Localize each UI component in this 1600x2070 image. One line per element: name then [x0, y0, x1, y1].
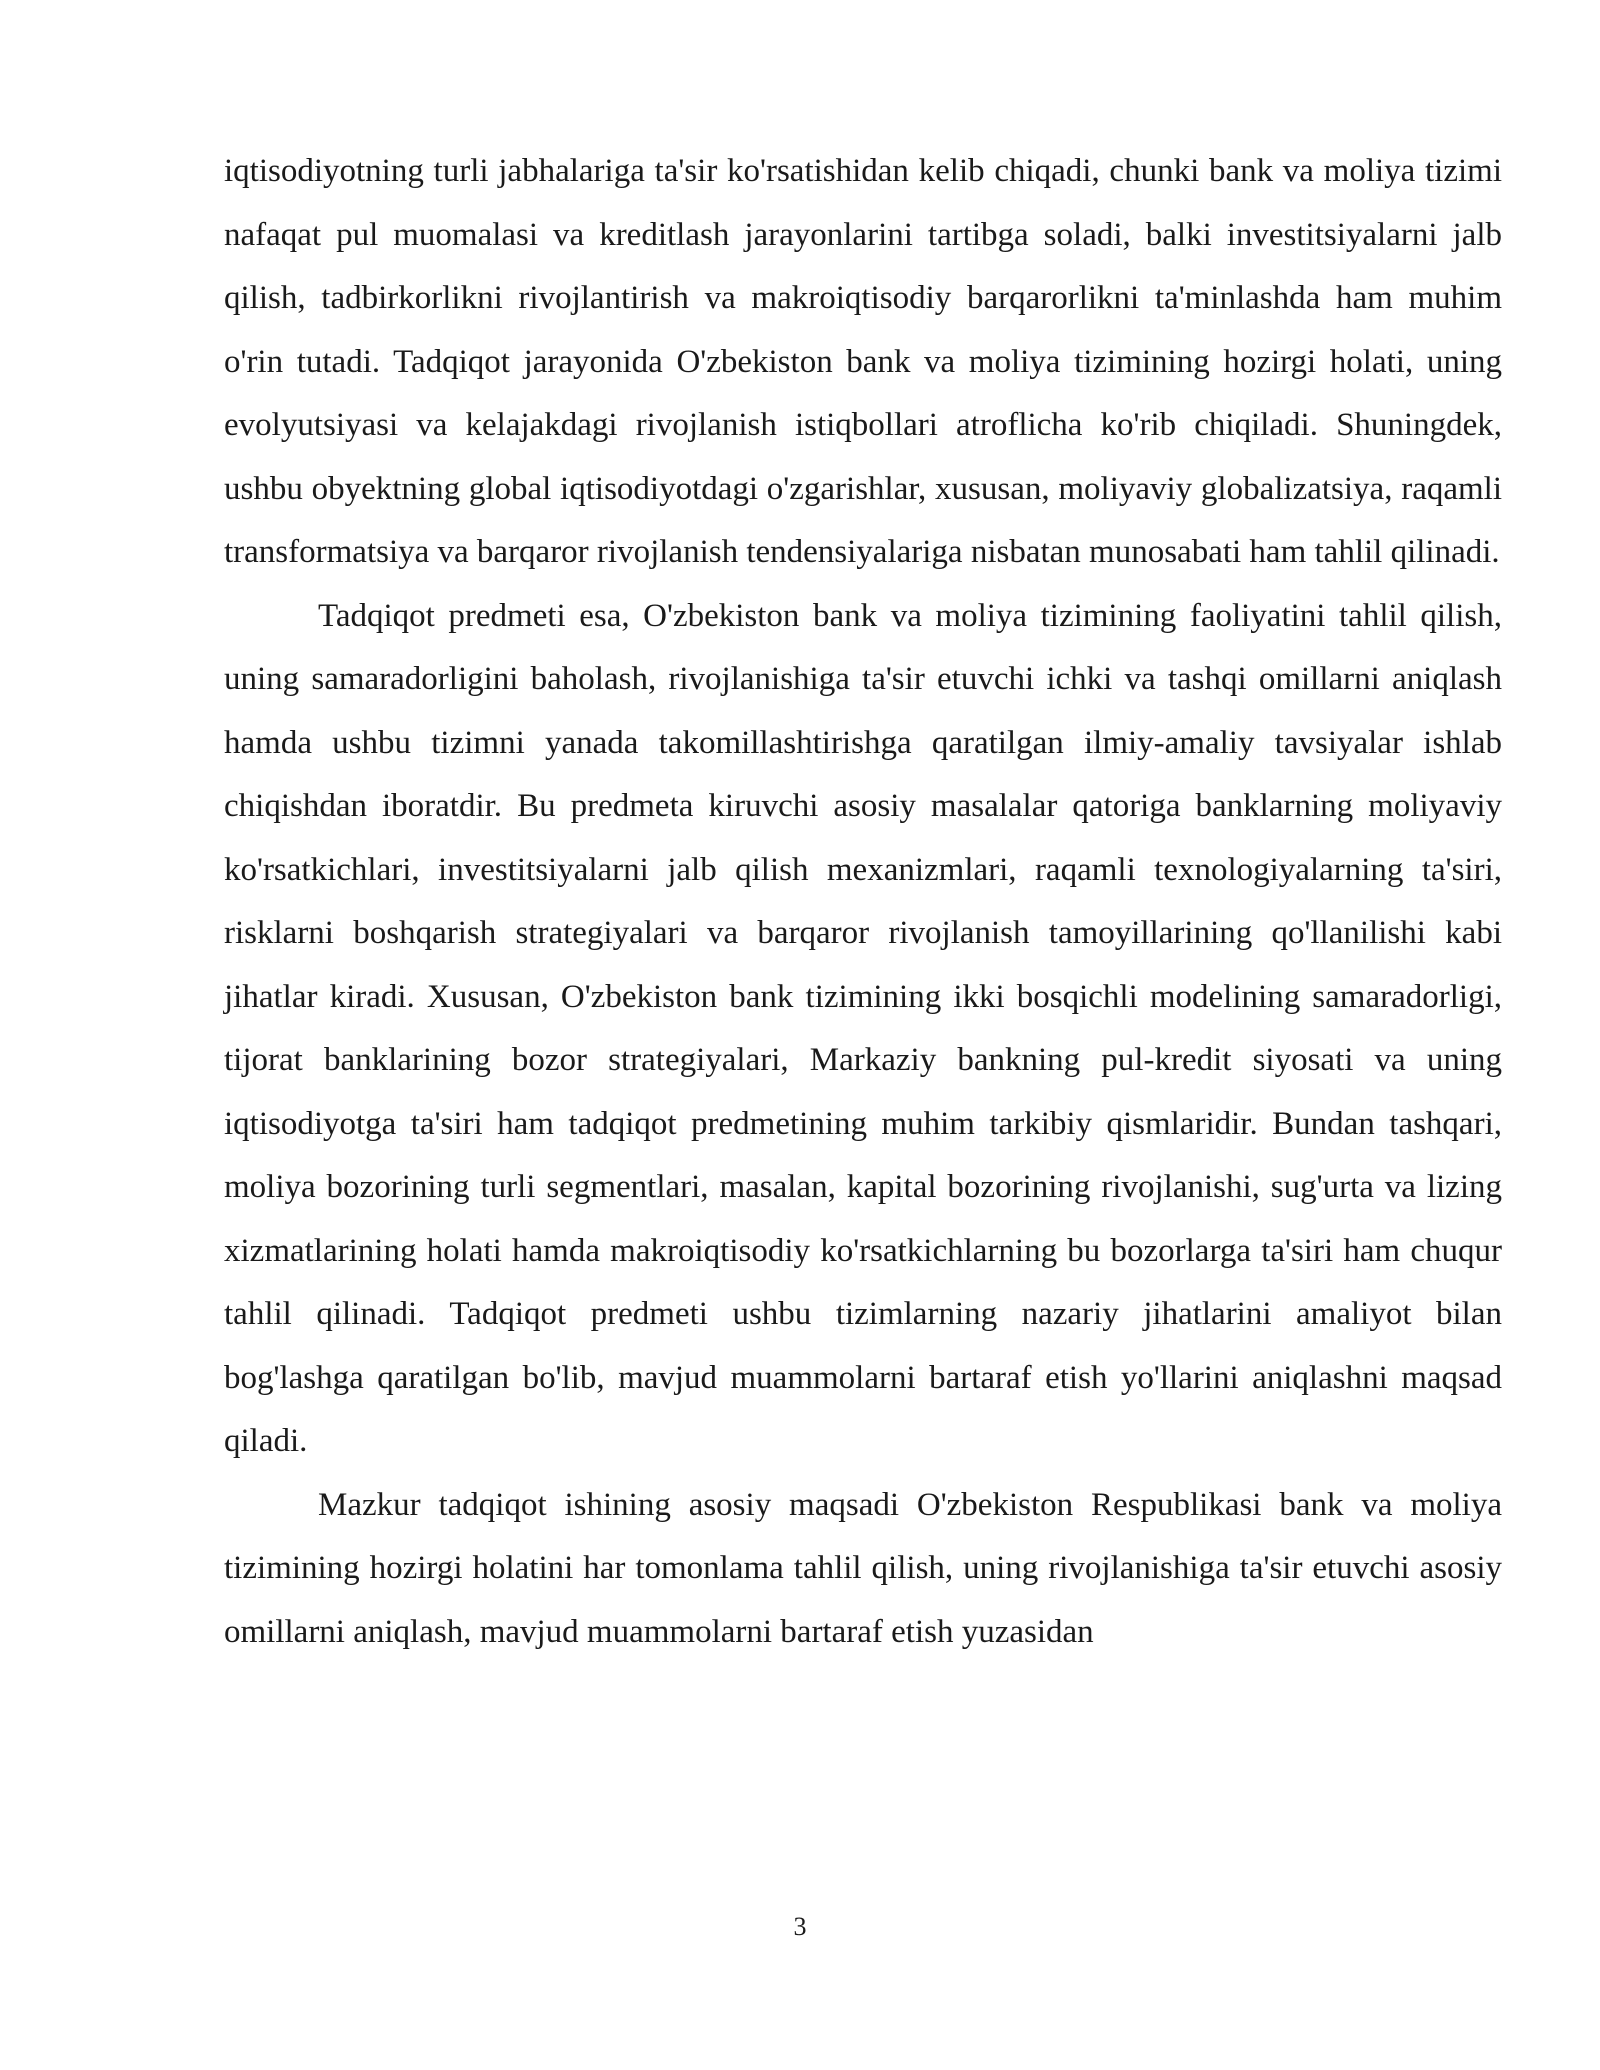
paragraph-3: Mazkur tadqiqot ishining asosiy maqsadi O'zbekiston Respublikasi bank va moliya tizimining hozirgi holatini har tomonlama tahlil qilish, uning rivojlanishiga ta'sir etuvchi asosiy omillarni aniqlash, mavjud muammolarni bartaraf etish yuzasidan: [224, 1486, 1502, 1650]
paragraph-2: Tadqiqot predmeti esa, O'zbekiston bank va moliya tizimining faoliyatini tahlil qilish, uning samaradorligini baholash, rivojlanishiga ta'sir etuvchi ichki va tashqi omillarni aniqlash hamda ushbu tizimni yanada takomillashtirishga qaratilgan ilmiy-amaliy tavsiyalar ishlab chiqishdan iboratdir. Bu predmeta kiruvchi asosiy masalalar qatoriga banklarning moliyaviy ko'rsatkichlari, investitsiyalarni jalb qilish mexanizmlari, raqamli texnologiyalarning ta'siri, risklarni boshqarish strategiyalari va barqaror rivojlanish tamoyillarining qo'llanilishi kabi jihatlar kiradi. Xususan, O'zbekiston bank tizimining ikki bosqichli modelining samaradorligi, tijorat banklarining bozor strategiyalari, Markaziy bankning pul-kredit siyosati va uning iqtisodiyotga ta'siri ham tadqiqot predmetining muhim tarkibiy qismlaridir. Bundan tashqari, moliya bozorining turli segmentlari, masalan, kapital bozorining rivojlanishi, sug'urta va lizing xizmatlarining holati hamda makroiqtisodiy ko'rsatkichlarning bu bozorlarga ta'siri ham chuqur tahlil qilinadi. Tadqiqot predmeti ushbu tizimlarning nazariy jihatlarini amaliyot bilan bog'lashga qaratilgan bo'lib, mavjud muammolarni bartaraf etish yo'llarini aniqlashni maqsad qiladi.: [224, 597, 1502, 1459]
body-text: [224, 140, 1502, 1664]
paragraph-1: iqtisodiyotning turli jabhalariga ta'sіr ko'rsatishidan kelib chiqadi, chunki bank va moliya tizimi nafaqat pul muomalasi va kreditlash jarayonlarini tartibga soladi, balki investitsiyalarni jalb qilish, tadbirkorlikni rivojlantirish va makroiqtisodiy barqarorlikni ta'minlashda ham muhim o'rin tutadi. Tadqiqot jarayonida O'zbekiston bank va moliya tizimining hozirgi holati, uning evolyutsiyasi va kelajakdagi rivojlanish istiqbollari atroflicha ko'rib chiqiladi. Shuningdek, ushbu obyektning global iqtisodiyotdagi o'zgarishlar, xususan, moliyaviy globalizatsiya, raqamli transformatsiya va barqaror rivojlanish tendensiyalariga nisbatan munosabati ham tahlil qilinadi.: [224, 153, 1502, 570]
page-number: 3: [793, 1912, 807, 1941]
